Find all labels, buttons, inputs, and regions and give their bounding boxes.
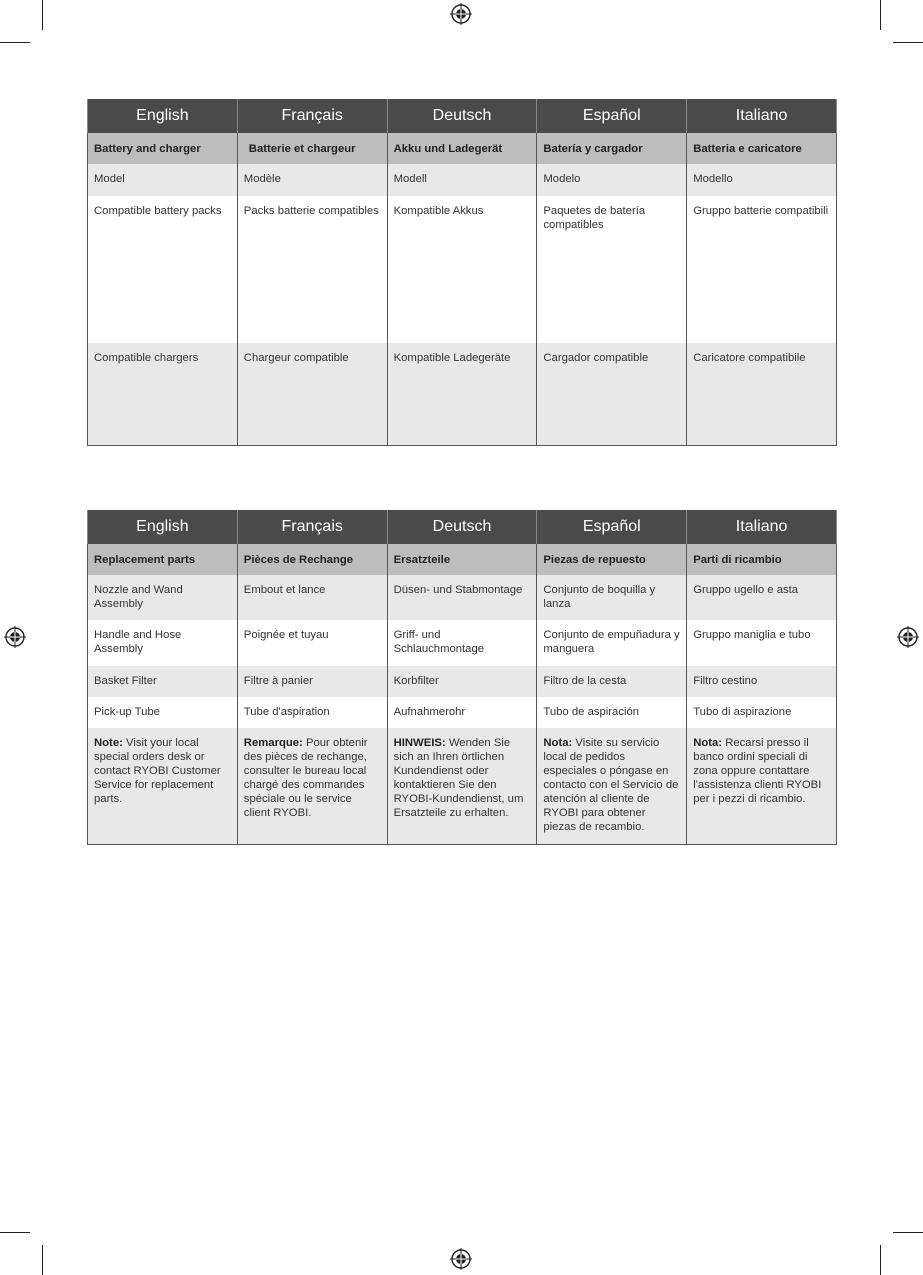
table-cell: Filtro cestino — [687, 666, 837, 697]
note-cell — [387, 728, 537, 844]
battery-charger-table — [87, 99, 837, 446]
note-text: Visit your local special orders desk or contact RYOBI Customer Service for replacement parts. — [94, 737, 221, 805]
note-text: Wenden Sie sich an Ihren örtlichen Kundendienst oder kontaktieren Sie den RYOBI-Kundendienst, um Ersatzteile zu erhalten. — [393, 737, 524, 819]
note-label: Remarque: — [243, 737, 303, 749]
model-row — [88, 164, 837, 196]
header-french: Français — [237, 510, 387, 544]
section-cell: Parti di ricambio — [687, 544, 837, 575]
section-cell: Ersatzteile — [387, 544, 537, 575]
header-spanish: Español — [537, 99, 687, 133]
table-cell: Compatible chargers — [88, 343, 238, 445]
header-english: English — [88, 510, 238, 544]
note-label: Nota: — [543, 737, 573, 749]
note-text: Pour obtenir des pièces de rechange, consulter le bureau local chargé des commandes spéciale ou le service client RYOBI. — [243, 737, 368, 819]
table-cell: Modelo — [537, 164, 687, 196]
table-cell: Conjunto de boquilla y lanza — [537, 575, 687, 620]
table-cell: Nozzle and Wand Assembly — [88, 575, 238, 620]
registration-mark-icon — [897, 626, 919, 648]
section-cell: Batería y cargador — [537, 133, 687, 164]
table-cell: Tube d'aspiration — [237, 697, 387, 728]
table-cell: Korbfilter — [387, 666, 537, 697]
header-french: Français — [237, 99, 387, 133]
table-cell: Griff- und Schlauchmontage — [387, 620, 537, 666]
table-cell: Kompatible Ladegeräte — [387, 343, 537, 445]
note-row — [88, 728, 837, 844]
note-cell — [537, 728, 687, 844]
section-cell: Batterie et chargeur — [237, 133, 387, 164]
table-cell: Modello — [687, 164, 837, 196]
header-spanish: Español — [537, 510, 687, 544]
table-cell: Chargeur compatible — [237, 343, 387, 445]
table-cell: Paquetes de batería compatibles — [537, 196, 687, 343]
table-cell: Kompatible Akkus — [387, 196, 537, 343]
section-cell: Battery and charger — [88, 133, 238, 164]
table-cell: Pick-up Tube — [88, 697, 238, 728]
nozzle-row — [88, 575, 837, 620]
section-cell: Pièces de Rechange — [237, 544, 387, 575]
table-cell: Düsen- und Stabmontage — [387, 575, 537, 620]
table-cell: Basket Filter — [88, 666, 238, 697]
note-cell — [88, 728, 238, 844]
registration-mark-icon — [4, 626, 26, 648]
note-label: Nota: — [693, 737, 723, 749]
replacement-parts-table — [87, 510, 837, 845]
handle-row — [88, 620, 837, 666]
filter-row — [88, 666, 837, 697]
section-row — [88, 544, 837, 575]
header-german: Deutsch — [387, 510, 537, 544]
note-label: Note: — [94, 737, 123, 749]
table-cell: Tubo di aspirazione — [687, 697, 837, 728]
tube-row — [88, 697, 837, 728]
table-cell: Gruppo maniglia e tubo — [687, 620, 837, 666]
table-cell: Cargador compatible — [537, 343, 687, 445]
section-cell: Piezas de repuesto — [537, 544, 687, 575]
header-italian: Italiano — [687, 99, 837, 133]
table-cell: Filtre à panier — [237, 666, 387, 697]
table-cell: Poignée et tuyau — [237, 620, 387, 666]
table-cell: Conjunto de empuñadura y manguera — [537, 620, 687, 666]
crop-mark-bottom-right-h — [893, 1232, 923, 1233]
crop-mark-top-right-h — [893, 42, 923, 43]
section-cell: Batteria e caricatore — [687, 133, 837, 164]
table-cell: Tubo de aspiración — [537, 697, 687, 728]
note-cell — [237, 728, 387, 844]
note-cell — [687, 728, 837, 844]
registration-mark-icon — [450, 3, 472, 25]
language-header-row — [88, 510, 837, 544]
chargers-row — [88, 343, 837, 445]
registration-mark-icon — [450, 1248, 472, 1270]
battery-packs-row — [88, 196, 837, 343]
table-cell: Caricatore compatibile — [687, 343, 837, 445]
header-italian: Italiano — [687, 510, 837, 544]
table-cell: Compatible battery packs — [88, 196, 238, 343]
header-german: Deutsch — [387, 99, 537, 133]
crop-mark-bottom-left-h — [0, 1232, 30, 1233]
table-cell: Gruppo batterie compatibili — [687, 196, 837, 343]
table-cell: Packs batterie compatibles — [237, 196, 387, 343]
crop-mark-top-left-v — [42, 0, 43, 30]
crop-mark-top-left-h — [0, 42, 30, 43]
note-text: Recarsi presso il banco ordini speciali di zona oppure contattare l'assistenza clienti RYOBI per i pezzi di ricambio. — [693, 737, 822, 805]
table-cell: Modell — [387, 164, 537, 196]
section-cell: Replacement parts — [88, 544, 238, 575]
crop-mark-bottom-left-v — [42, 1245, 43, 1275]
note-label: HINWEIS: — [393, 737, 446, 749]
table-cell: Model — [88, 164, 238, 196]
language-header-row — [88, 99, 837, 133]
note-text: Visite su servicio local de pedidos especiales o póngase en contacto con el Servicio de atención al cliente de RYOBI para obtener piezas de recambio. — [543, 737, 679, 833]
table-cell: Aufnahmerohr — [387, 697, 537, 728]
table-cell: Embout et lance — [237, 575, 387, 620]
table-cell: Filtro de la cesta — [537, 666, 687, 697]
crop-mark-bottom-right-v — [880, 1245, 881, 1275]
header-english: English — [88, 99, 238, 133]
table-cell: Handle and Hose Assembly — [88, 620, 238, 666]
section-cell: Akku und Ladegerät — [387, 133, 537, 164]
table-cell: Gruppo ugello e asta — [687, 575, 837, 620]
table-cell: Modèle — [237, 164, 387, 196]
crop-mark-top-right-v — [880, 0, 881, 30]
section-row — [88, 133, 837, 164]
